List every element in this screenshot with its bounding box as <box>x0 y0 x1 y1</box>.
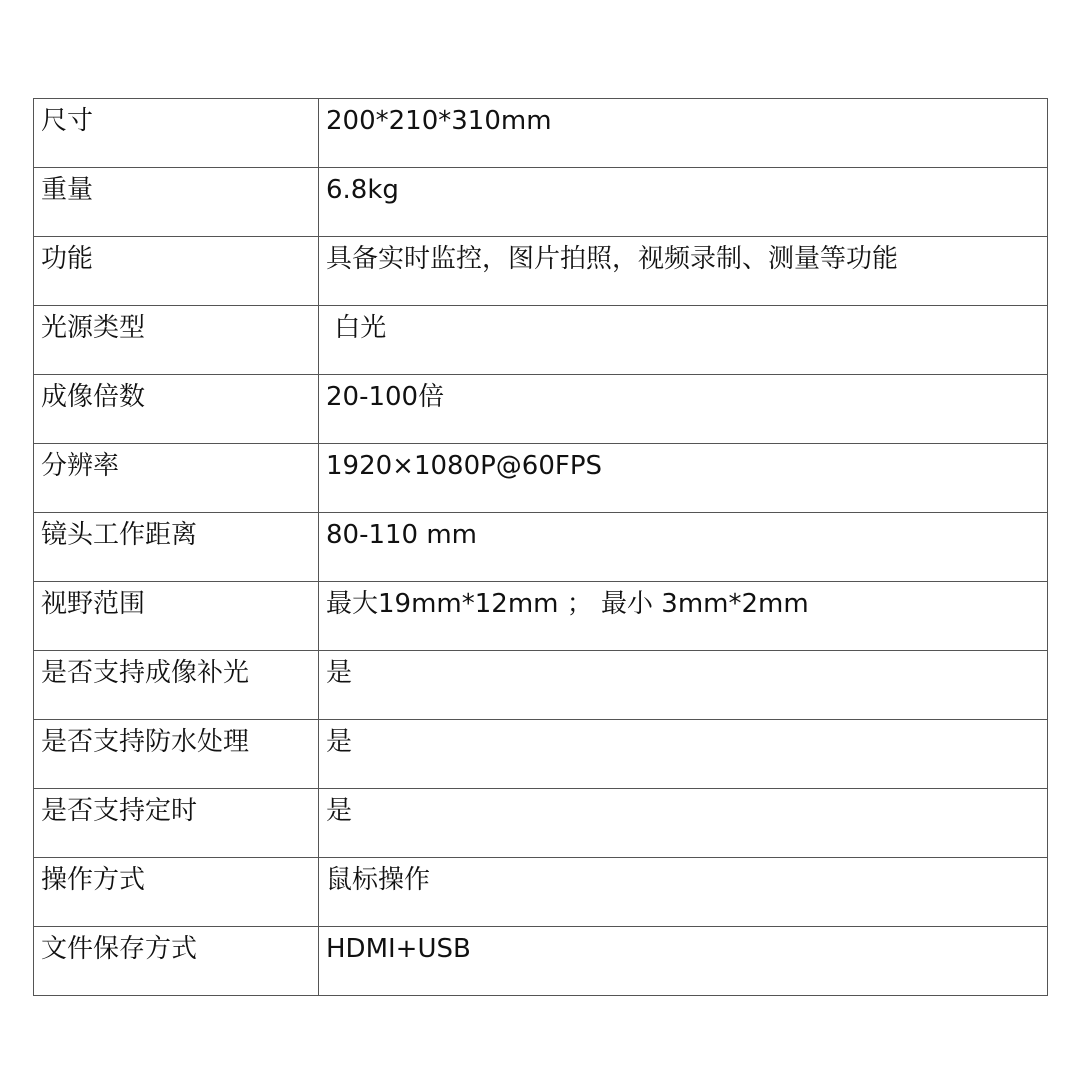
spec-label: 是否支持防水处理 <box>34 720 319 789</box>
spec-value: 200*210*310mm <box>319 99 1048 168</box>
table-row <box>34 375 1048 444</box>
spec-value: 鼠标操作 <box>319 858 1048 927</box>
spec-value: 是 <box>319 789 1048 858</box>
spec-label: 是否支持定时 <box>34 789 319 858</box>
table-row <box>34 651 1048 720</box>
spec-label: 镜头工作距离 <box>34 513 319 582</box>
table-row <box>34 927 1048 996</box>
spec-label: 尺寸 <box>34 99 319 168</box>
table-row <box>34 513 1048 582</box>
spec-label: 重量 <box>34 168 319 237</box>
spec-label: 功能 <box>34 237 319 306</box>
spec-label: 光源类型 <box>34 306 319 375</box>
spec-label: 是否支持成像补光 <box>34 651 319 720</box>
spec-label: 成像倍数 <box>34 375 319 444</box>
table-row <box>34 858 1048 927</box>
table-row <box>34 789 1048 858</box>
spec-value: 20-100倍 <box>319 375 1048 444</box>
spec-value: 6.8kg <box>319 168 1048 237</box>
spec-label: 操作方式 <box>34 858 319 927</box>
table-row <box>34 720 1048 789</box>
spec-value: 白光 <box>319 306 1048 375</box>
table-row <box>34 306 1048 375</box>
spec-value: 最大19mm*12mm ； 最小 3mm*2mm <box>319 582 1048 651</box>
table-row <box>34 444 1048 513</box>
spec-value: 80-110 mm <box>319 513 1048 582</box>
spec-label: 文件保存方式 <box>34 927 319 996</box>
spec-label: 视野范围 <box>34 582 319 651</box>
spec-value: 1920×1080P@60FPS <box>319 444 1048 513</box>
spec-table <box>33 98 1048 996</box>
table-row <box>34 99 1048 168</box>
spec-value: 是 <box>319 651 1048 720</box>
spec-value: HDMI+USB <box>319 927 1048 996</box>
table-row <box>34 168 1048 237</box>
table-row <box>34 582 1048 651</box>
spec-value: 是 <box>319 720 1048 789</box>
table-row <box>34 237 1048 306</box>
spec-value: 具备实时监控，图片拍照，视频录制、测量等功能 <box>319 237 1048 306</box>
spec-label: 分辨率 <box>34 444 319 513</box>
